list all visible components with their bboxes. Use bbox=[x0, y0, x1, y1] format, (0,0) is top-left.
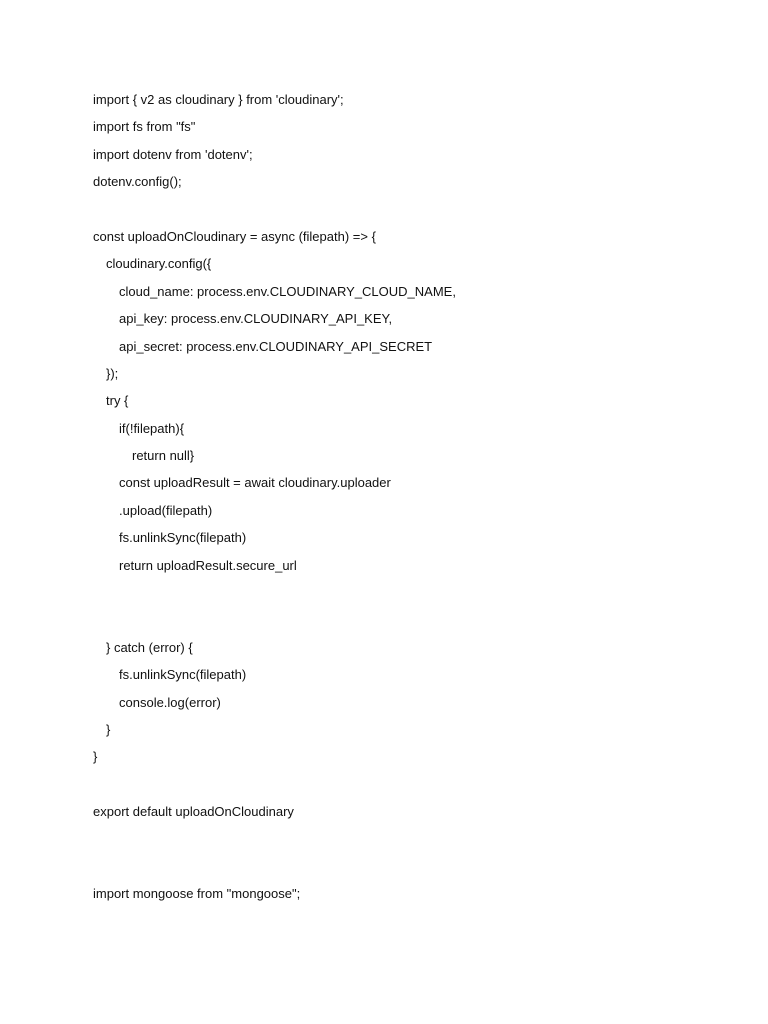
code-line-api-secret: api_secret: process.env.CLOUDINARY_API_SECRET bbox=[119, 338, 433, 354]
code-line-return-null: return null} bbox=[132, 448, 195, 464]
blank-line bbox=[93, 606, 713, 633]
blank-line bbox=[93, 196, 713, 223]
blank-line bbox=[93, 853, 713, 880]
code-line-try: try { bbox=[106, 393, 129, 409]
code-line-function-declaration: const uploadOnCloudinary = async (filepath) => { bbox=[93, 228, 376, 244]
blank-line bbox=[93, 579, 713, 606]
code-line-catch-unlink-sync: fs.unlinkSync(filepath) bbox=[119, 667, 247, 683]
code-line-unlink-sync: fs.unlinkSync(filepath) bbox=[119, 530, 247, 546]
code-line-import-dotenv: import dotenv from 'dotenv'; bbox=[93, 146, 253, 162]
code-line-cloudinary-config: cloudinary.config({ bbox=[106, 256, 212, 272]
document-body bbox=[93, 86, 713, 908]
blank-line bbox=[93, 771, 713, 798]
code-line-upload-call: .upload(filepath) bbox=[119, 502, 213, 518]
code-line-api-key: api_key: process.env.CLOUDINARY_API_KEY, bbox=[119, 311, 393, 327]
code-line-dotenv-config: dotenv.config(); bbox=[93, 174, 182, 190]
code-line-function-close: } bbox=[93, 749, 98, 765]
code-line-return-url: return uploadResult.secure_url bbox=[119, 557, 297, 573]
code-line-export-default: export default uploadOnCloudinary bbox=[93, 804, 294, 820]
code-line-config-close: }); bbox=[106, 365, 119, 381]
code-line-cloud-name: cloud_name: process.env.CLOUDINARY_CLOUD_NAME, bbox=[119, 283, 456, 299]
code-line-upload-result: const uploadResult = await cloudinary.uploader bbox=[119, 475, 391, 491]
code-line-import-fs: import fs from "fs" bbox=[93, 119, 196, 135]
code-line-if-filepath: if(!filepath){ bbox=[119, 420, 185, 436]
code-line-import-mongoose: import mongoose from "mongoose"; bbox=[93, 886, 301, 902]
code-line-import-cloudinary: import { v2 as cloudinary } from 'cloudinary'; bbox=[93, 92, 344, 107]
blank-line bbox=[93, 826, 713, 853]
code-line-console-log: console.log(error) bbox=[119, 694, 221, 710]
code-line-catch-close: } bbox=[106, 721, 111, 737]
code-line-catch: } catch (error) { bbox=[106, 639, 193, 655]
